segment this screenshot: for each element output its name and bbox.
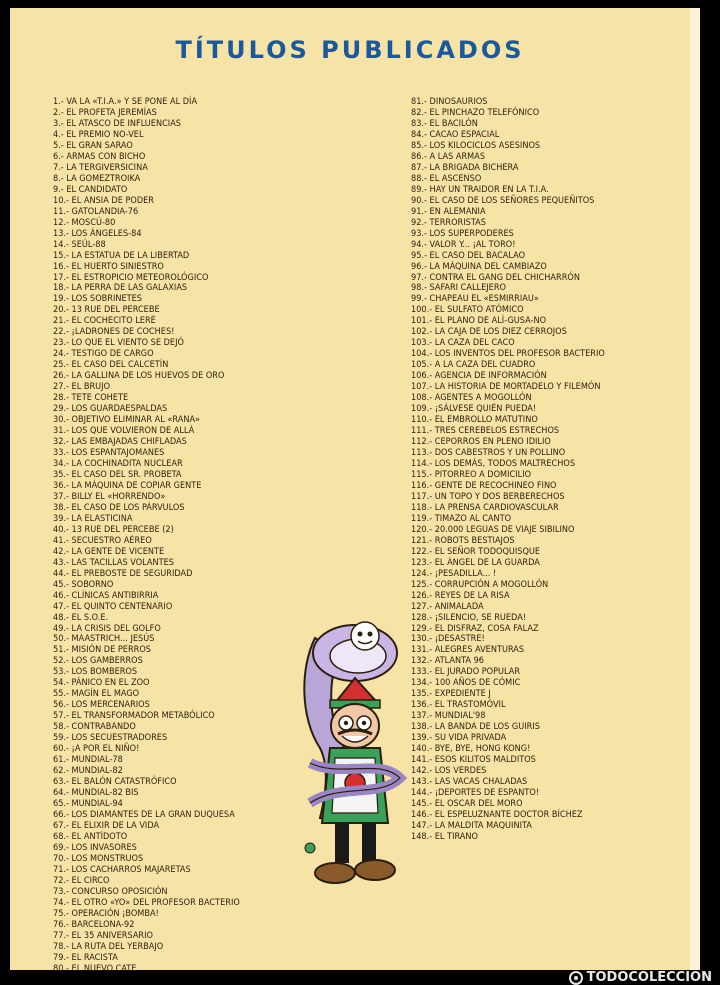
title-item: 46.- CLÍNICAS ANTIBIRRIA: [53, 590, 159, 601]
title-item: 93.- LOS SUPERPODERES: [411, 228, 514, 239]
title-item: 73.- CONCURSO OPOSICIÓN: [53, 886, 168, 897]
watermark-text: TODOCOLECCION: [586, 970, 712, 985]
title-item: 92.- TERRORISTAS: [411, 217, 486, 228]
title-item: 113.- DOS CABESTROS Y UN POLLINO: [411, 448, 566, 458]
title-item: 43.- LAS TACILLAS VOLANTES: [53, 557, 174, 568]
title-item: 48.- EL S.O.E.: [53, 612, 109, 623]
title-item: 137.- MUNDIAL'98: [411, 711, 486, 722]
title-item: 100.- EL SULFATO ATÓMICO: [411, 305, 524, 316]
title-item: 125.- CORRUPCIÓN A MOGOLLÓN: [411, 579, 549, 590]
title-item: 15.- LA ESTATUA DE LA LIBERTAD: [53, 250, 190, 261]
title-item: 71.- LOS CACHARROS MAJARETAS: [53, 864, 191, 875]
title-item: 94.- VALOR Y... ¡AL TORO!: [411, 239, 516, 250]
title-item: 77.- EL 35 ANIVERSARIO: [53, 930, 153, 941]
title-item: 32.- LAS EMBAJADAS CHIFLADAS: [53, 437, 187, 448]
book-page: [10, 8, 700, 974]
title-item: 40.- 13 RUE DEL PERCEBE (2): [53, 524, 174, 535]
title-item: 110.- EL EMBROLLO MATUTINO: [411, 415, 538, 426]
title-item: 10.- EL ANSIA DE PODER: [53, 195, 154, 206]
title-item: 114.- LOS DEMÁS, TODOS MALTRECHOS: [411, 458, 576, 469]
title-item: 49.- LA CRISIS DEL GOLFO: [53, 623, 161, 634]
title-item: 87.- LA BRIGADA BICHERA: [411, 162, 519, 173]
title-item: 83.- EL BACILÓN: [411, 118, 478, 129]
title-item: 67.- EL ELIXIR DE LA VIDA: [53, 820, 160, 831]
title-item: 142.- LOS VERDES: [411, 766, 487, 777]
title-item: 124.- ¡PESADILLA... !: [411, 568, 497, 579]
title-item: 72.- EL CIRCO: [53, 875, 110, 886]
title-item: 96.- LA MÁQUINA DEL CAMBIAZO: [411, 261, 547, 272]
cartoon-character-illustration: [280, 608, 430, 908]
title-item: 27.- EL BRUJO: [53, 382, 111, 393]
title-item: 104.- LOS INVENTOS DEL PROFESOR BACTERIO: [411, 349, 605, 360]
title-item: 22.- ¡LADRONES DE COCHES!: [53, 327, 175, 338]
title-item: 85.- LOS KILOCICLOS ASESINOS: [411, 140, 541, 151]
title-item: 51.- MISIÓN DE PERROS: [53, 645, 151, 656]
title-item: 14.- SEÚL-88: [53, 239, 106, 250]
title-item: 7.- LA TERGIVERSICINA: [53, 162, 148, 173]
title-item: 47.- EL QUINTO CENTENARIO: [53, 601, 173, 612]
title-item: 8.- LA GOMEZTROIKA: [53, 173, 141, 184]
title-item: 143.- LAS VACAS CHALADAS: [411, 777, 528, 788]
title-item: 42.- LA GENTE DE VICENTE: [53, 546, 165, 557]
title-item: 2.- EL PROFETA JEREMÍAS: [53, 107, 157, 118]
title-item: 74.- EL OTRO «YO» DEL PROFESOR BACTERIO: [53, 897, 240, 908]
title-item: 81.- DINOSAURIOS: [411, 97, 488, 107]
page-title: TÍTULOS PUBLICADOS: [175, 36, 525, 64]
title-item: 16.- EL HUERTO SINIESTRO: [53, 261, 164, 272]
title-item: 39.- LA ELASTICINA: [53, 513, 133, 524]
title-item: 135.- EXPEDIENTE J: [411, 689, 491, 700]
title-item: 102.- LA CAJA DE LOS DIEZ CERROJOS: [411, 327, 567, 338]
title-item: 28.- TETE COHETE: [53, 393, 129, 404]
title-item: 41.- SECUESTRO AÉREO: [53, 535, 152, 546]
title-item: 120.- 20.000 LEGUAS DE VIAJE SIBILINO: [411, 524, 575, 535]
title-item: 52.- LOS GAMBERROS: [53, 656, 143, 667]
title-item: 13.- LOS ÁNGELES-84: [53, 228, 142, 239]
title-item: 56.- LOS MERCENARIOS: [53, 700, 150, 711]
title-item: 80.- EL NUEVO CATE: [53, 963, 137, 974]
title-item: 9.- EL CANDIDATO: [53, 184, 128, 195]
title-item: 53.- LOS BOMBEROS: [53, 667, 138, 678]
title-item: 127.- ANIMALADA: [411, 601, 484, 612]
title-item: 4.- EL PREMIO NO-VEL: [53, 129, 144, 140]
title-item: 123.- EL ÁNGEL DE LA GUARDA: [411, 557, 540, 568]
title-item: 57.- EL TRANSFORMADOR METABÓLICO: [53, 711, 215, 722]
title-item: 18.- LA PERRA DE LAS GALAXIAS: [53, 283, 188, 294]
title-item: 131.- ALEGRES AVENTURAS: [411, 645, 525, 656]
title-item: 129.- EL DISFRAZ, COSA FALAZ: [411, 623, 539, 634]
title-item: 107.- LA HISTORIA DE MORTADELO Y FILEMÓN: [411, 382, 601, 393]
title-item: 70.- LOS MONSTRUOS: [53, 853, 144, 864]
title-item: 79.- EL RACISTA: [53, 952, 118, 963]
title-item: 63.- EL BALÓN CATASTRÓFICO: [53, 777, 177, 788]
title-item: 29.- LOS GUARDAESPALDAS: [53, 404, 168, 415]
title-item: 59.- LOS SECUESTRADORES: [53, 733, 168, 744]
title-item: 91.- EN ALEMANIA: [411, 206, 486, 217]
title-item: 69.- LOS INVASORES: [53, 842, 137, 853]
title-item: 37.- BILLY EL «HORRENDO»: [53, 491, 166, 502]
title-item: 54.- PÁNICO EN EL ZOO: [53, 678, 150, 689]
title-item: 144.- ¡DEPORTES DE ESPANTO!: [411, 788, 540, 799]
title-item: 90.- EL CASO DE LOS SEÑORES PEQUEÑITOS: [411, 195, 595, 206]
title-item: 86.- A LAS ARMAS: [411, 151, 486, 162]
title-item: 140.- BYE, BYE, HONG KONG!: [411, 744, 531, 755]
watermark-logo-icon: [569, 971, 583, 985]
title-item: 117.- UN TOPO Y DOS BERBERECHOS: [411, 491, 565, 502]
title-item: 101.- EL PLANO DE ALÍ-GUSA-NO: [411, 316, 547, 327]
title-item: 116.- GENTE DE RECOCHINEO FINO: [411, 480, 557, 491]
title-item: 134.- 100 AÑOS DE CÓMIC: [411, 678, 521, 689]
title-item: 78.- LA RUTA DEL YERBAJO: [53, 941, 164, 952]
title-item: 21.- EL COCHECITO LERÉ: [53, 316, 156, 327]
title-item: 3.- EL ATASCO DE INFLUENCIAS: [53, 118, 181, 129]
title-item: 97.- CONTRA EL GANG DEL CHICHARRÓN: [411, 272, 580, 283]
title-item: 1.- VA LA «T.I.A.» Y SE PONE AL DÍA: [53, 97, 198, 107]
title-item: 38.- EL CASO DE LOS PÁRVULOS: [53, 502, 185, 513]
title-item: 126.- REYES DE LA RISA: [411, 590, 510, 601]
title-item: 50.- MAASTRICH... JESÚS: [53, 634, 155, 645]
title-item: 121.- ROBOTS BESTIAJOS: [411, 535, 515, 546]
title-item: 109.- ¡SÁLVESE QUIÉN PUEDA!: [411, 404, 537, 415]
title-item: 31.- LOS QUE VOLVIERON DE ALLÁ: [53, 426, 195, 437]
title-item: 130.- ¡DESASTRE!: [411, 634, 485, 645]
title-item: 65.- MUNDIAL-94: [53, 799, 123, 809]
title-item: 111.- TRES CEREBELOS ESTRECHOS: [411, 426, 560, 437]
title-item: 55.- MAGÍN EL MAGO: [53, 689, 140, 700]
title-item: 148.- EL TIRANO: [411, 831, 478, 842]
title-item: 61.- MUNDIAL-78: [53, 755, 123, 766]
title-item: 64.- MUNDIAL-82 BIS: [53, 788, 139, 799]
title-item: 105.- A LA CAZA DEL CUADRO: [411, 360, 536, 371]
title-item: 103.- LA CAZA DEL CACO: [411, 338, 515, 349]
title-list-right: [411, 97, 605, 843]
title-item: 25.- EL CASO DEL CALCETÍN: [53, 360, 169, 371]
title-item: 133.- EL JURADO POPULAR: [411, 667, 521, 678]
title-item: 20.- 13 RUE DEL PERCEBE: [53, 305, 160, 316]
title-item: 99.- CHAPEAU EL «ESMIRRIAU»: [411, 294, 539, 305]
title-item: 24.- TESTIGO DE CARGO: [53, 349, 154, 360]
title-item: 147.- LA MALDITA MAQUINITA: [411, 820, 532, 831]
title-item: 139.- SU VIDA PRIVADA: [411, 733, 507, 744]
watermark: [569, 970, 712, 985]
title-item: 34.- LA COCHINADITA NUCLEAR: [53, 458, 183, 469]
title-item: 112.- CEPORROS EN PLENO IDILIO: [411, 437, 551, 448]
title-item: 6.- ARMAS CON BICHO: [53, 151, 146, 162]
title-item: 66.- LOS DIAMANTES DE LA GRAN DUQUESA: [53, 809, 235, 820]
title-item: 68.- EL ANTÍDOTO: [53, 831, 128, 842]
title-item: 62.- MUNDIAL-82: [53, 766, 123, 777]
title-item: 95.- EL CASO DEL BACALAO: [411, 250, 526, 261]
title-item: 132.- ATLANTA 96: [411, 656, 485, 667]
title-item: 98.- SAFARI CALLEJERO: [411, 283, 506, 294]
title-item: 58.- CONTRABANDO: [53, 722, 136, 733]
title-item: 89.- HAY UN TRAIDOR EN LA T.I.A.: [411, 184, 549, 195]
title-item: 108.- AGENTES A MOGOLLÓN: [411, 393, 532, 404]
title-list-left: [53, 97, 240, 975]
title-item: 12.- MOSCÚ-80: [53, 217, 116, 228]
title-item: 146.- EL ESPELUZNANTE DOCTOR BÍCHEZ: [411, 809, 583, 820]
title-item: 60.- ¡A POR EL NIÑO!: [53, 744, 140, 755]
title-item: 33.- LOS ESPANTAJOMANES: [53, 448, 165, 458]
title-item: 84.- CACAO ESPACIAL: [411, 129, 500, 140]
title-item: 19.- LOS SOBRINETES: [53, 294, 143, 305]
title-item: 23.- LO QUE EL VIENTO SE DEJÓ: [53, 338, 184, 349]
title-item: 26.- LA GALLINA DE LOS HUEVOS DE ORO: [53, 371, 225, 382]
title-item: 141.- ESOS KILITOS MALDITOS: [411, 755, 536, 766]
title-item: 45.- SOBORNO: [53, 579, 114, 590]
title-item: 115.- PITORREO A DOMICILIO: [411, 469, 532, 480]
title-item: 136.- EL TRASTOMÓVIL: [411, 700, 506, 711]
title-item: 17.- EL ESTROPICIO METEOROLÓGICO: [53, 272, 209, 283]
title-item: 118.- LA PRENSA CARDIOVASCULAR: [411, 502, 559, 513]
title-item: 44.- EL PREBOSTE DE SEGURIDAD: [53, 568, 193, 579]
title-item: 106.- AGENCIA DE INFORMACIÓN: [411, 371, 547, 382]
title-item: 82.- EL PINCHAZO TELEFÓNICO: [411, 107, 540, 118]
title-item: 128.- ¡SILENCIO, SE RUEDA!: [411, 612, 527, 623]
title-item: 119.- TIMAZO AL CANTO: [411, 513, 512, 524]
title-item: 76.- BARCELONA-92: [53, 919, 135, 930]
title-item: 35.- EL CASO DEL SR. PROBETA: [53, 469, 182, 480]
title-item: 30.- OBJETIVO ELIMINAR AL «RANA»: [53, 415, 201, 426]
title-item: 75.- OPERACIÓN ¡BOMBA!: [53, 908, 159, 919]
title-item: 122.- EL SEÑOR TODOQUISQUE: [411, 546, 541, 557]
title-item: 88.- EL ASCENSO: [411, 173, 482, 184]
title-item: 5.- EL GRAN SARAO: [53, 140, 133, 151]
title-item: 145.- EL OSCAR DEL MORO: [411, 799, 523, 809]
title-item: 138.- LA BANDA DE LOS GUIRIS: [411, 722, 540, 733]
title-item: 36.- LA MÁQUINA DE COPIAR GENTE: [53, 480, 202, 491]
title-item: 11.- GATOLANDIA-76: [53, 206, 139, 217]
